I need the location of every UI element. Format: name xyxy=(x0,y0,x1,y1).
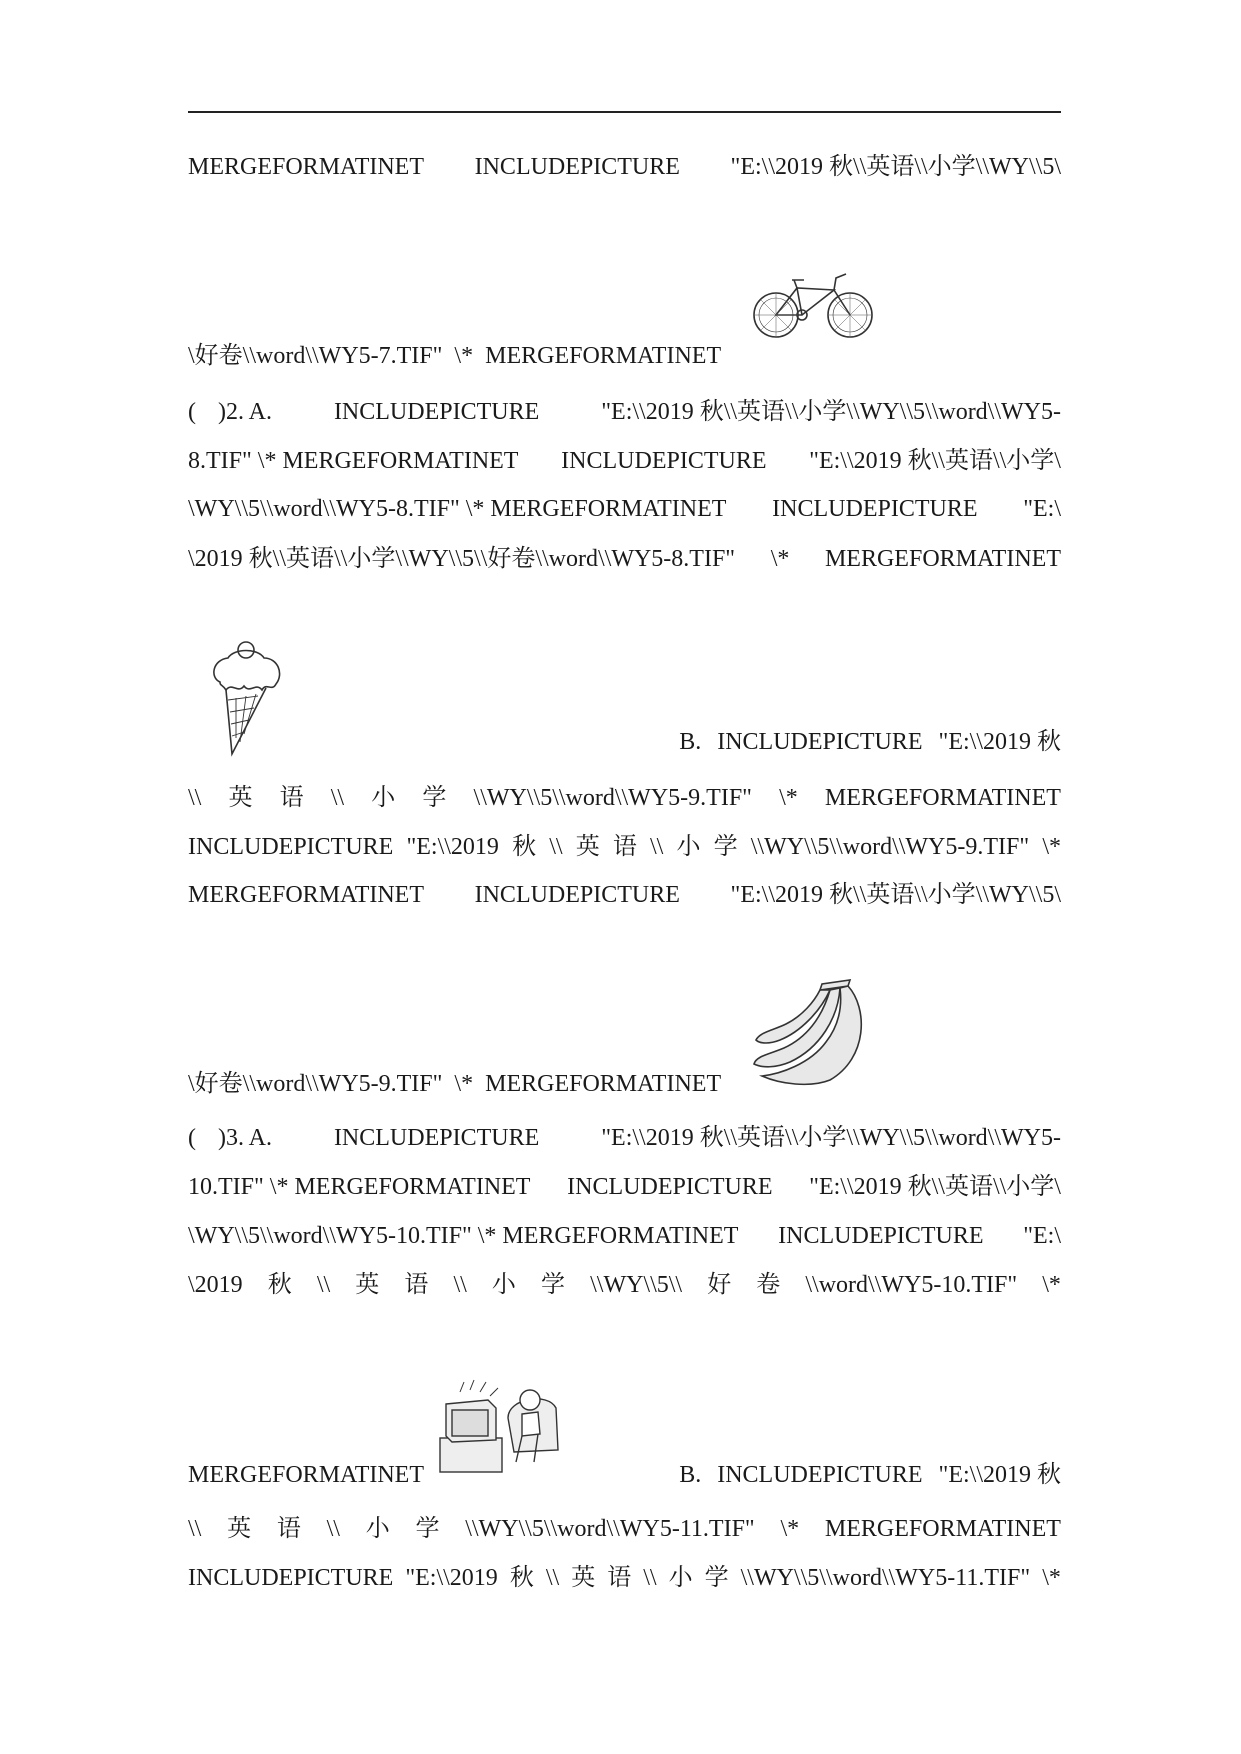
text-line-19: INCLUDEPICTURE "E:\\2019 秋 \\ 英 语 \\ 小 学 \\WY\\5\\word\\WY5-11.TIF" \* xyxy=(188,1565,1061,1591)
question-number: )3. A. xyxy=(217,1125,272,1151)
text-line-7: B. INCLUDEPICTURE "E:\\2019 秋 xyxy=(679,729,1061,755)
text-line-10: MERGEFORMATINET INCLUDEPICTURE "E:\\2019 秋\\英语\\小学\\WY\\5\ xyxy=(188,882,1061,908)
text-line-6: \2019 秋\\英语\\小学\\WY\\5\\好卷\\word\\WY5-8.TIF" \* MERGEFORMATINET xyxy=(188,546,1061,572)
text-line-15: \2019 秋 \\ 英 语 \\ 小 学 \\WY\\5\\ 好 卷 \\word\\WY5-10.TIF" \* xyxy=(188,1272,1061,1298)
text-line-17: B. INCLUDEPICTURE "E:\\2019 秋 xyxy=(679,1462,1061,1488)
question-2-line-1: ( )2. A. INCLUDEPICTURE "E:\\2019 秋\\英语\\小学\\WY\\5\\word\\WY5- xyxy=(188,399,1061,425)
text-line-5: \WY\\5\\word\\WY5-8.TIF" \* MERGEFORMATINET INCLUDEPICTURE "E:\ xyxy=(188,496,1061,522)
text-line-16: MERGEFORMATINET xyxy=(188,1462,425,1488)
question-3-line-1: ( )3. A. INCLUDEPICTURE "E:\\2019 秋\\英语\\小学\\WY\\5\\word\\WY5- xyxy=(188,1125,1061,1151)
text-line-14: \WY\\5\\word\\WY5-10.TIF" \* MERGEFORMATINET INCLUDEPICTURE "E:\ xyxy=(188,1223,1061,1249)
text-line-4: 8.TIF" \* MERGEFORMATINET INCLUDEPICTURE "E:\\2019 秋\\英语\\小学\ xyxy=(188,448,1061,474)
text-line-18: \\ 英 语 \\ 小 学 \\WY\\5\\word\\WY5-11.TIF" \* MERGEFORMATINET xyxy=(188,1516,1061,1542)
answer-bracket-open: ( xyxy=(188,1125,196,1151)
text-line-1: MERGEFORMATINET INCLUDEPICTURE "E:\\2019 秋\\英语\\小学\\WY\\5\ xyxy=(188,154,1061,180)
text-line-9: INCLUDEPICTURE "E:\\2019 秋 \\ 英 语 \\ 小 学 \\WY\\5\\word\\WY5-9.TIF" \* xyxy=(188,834,1061,860)
text-line-2: \好卷\\word\\WY5-7.TIF" \* MERGEFORMATINET xyxy=(188,343,722,369)
bicycle-illustration xyxy=(752,268,874,343)
question-number: )2. A. xyxy=(217,399,272,425)
answer-bracket-open: ( xyxy=(188,399,196,425)
text-line-8: \\ 英 语 \\ 小 学 \\WY\\5\\word\\WY5-9.TIF" \* MERGEFORMATINET xyxy=(188,785,1061,811)
text-line-11: \好卷\\word\\WY5-9.TIF" \* MERGEFORMATINET xyxy=(188,1071,722,1097)
text-line-13: 10.TIF" \* MERGEFORMATINET INCLUDEPICTURE "E:\\2019 秋\\英语\\小学\ xyxy=(188,1174,1061,1200)
header-rule xyxy=(188,111,1061,113)
